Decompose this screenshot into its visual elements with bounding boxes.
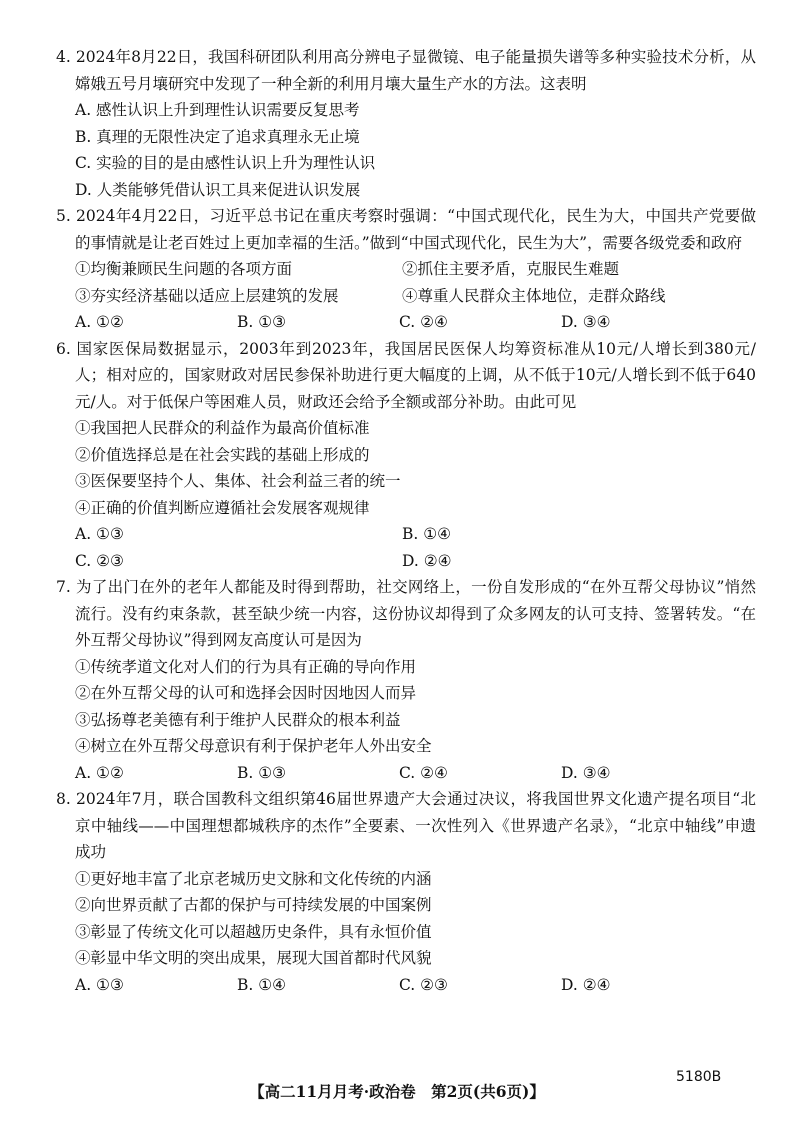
answer-c: C. ②③	[75, 551, 124, 570]
questions-area	[56, 44, 756, 998]
statement-3: ③夯实经济基础以适应上层建筑的发展	[75, 286, 339, 305]
question-stem: 6. 国家医保局数据显示，2003年到2023年，我国居民医保人均筹资标准从10元/人增长到380元/人；相对应的，国家财政对居民参保补助进行更大幅度的上调，从不低于10元/人增长到不低于640元/人。对于低保户等困难人员，财政还会给予全额或部分补助。由此可见	[56, 339, 756, 411]
statement-1: ①我国把人民群众的利益作为最高价值标准	[75, 419, 370, 437]
statement-2: ②抓住主要矛盾，克服民生难题	[402, 260, 620, 278]
answer-b: B. ①③	[237, 313, 287, 331]
answer-a: A. ①②	[75, 763, 124, 782]
answer-options	[56, 521, 756, 574]
question-stem: 8. 2024年7月，联合国教科文组织第46届世界遗产大会通过决议，将我国世界文化遗产提名项目“北京中轴线——中国理想都城秩序的杰作”全要素、一次性列入《世界遗产名录》，“北京中轴线”申遗成功	[56, 790, 756, 861]
answer-d: D. ③④	[561, 763, 611, 782]
question-8	[56, 786, 756, 998]
statement-4: ④尊重人民群众主体地位，走群众路线	[402, 286, 666, 305]
statement-2: ②在外互帮父母的认可和选择会因时因地因人而异	[75, 684, 417, 702]
answer-d: D. ②④	[402, 551, 452, 570]
question-stem: 5. 2024年4月22日，习近平总书记在重庆考察时强调：“中国式现代化，民生为大，中国共产党要做的事情就是让老百姓过上更加幸福的生活。”做到“中国式现代化，民生为大”，需要各级党委和政府	[56, 207, 756, 252]
answer-a: A. ①③	[75, 525, 124, 543]
answer-d: D. ③④	[561, 313, 611, 331]
question-5	[56, 203, 756, 336]
answer-c: C. ②④	[399, 313, 448, 331]
option-d: D. 人类能够凭借认识工具来促进认识发展	[75, 180, 361, 199]
statement-1: ①更好地丰富了北京老城历史文脉和文化传统的内涵	[75, 869, 432, 888]
answer-options	[56, 760, 756, 787]
answer-c: C. ②③	[399, 975, 448, 994]
option-a: A. 感性认识上升到理性认识需要反复思考	[75, 101, 360, 119]
page-footer: 【高二11月月考·政治卷 第2页(共6页)】	[249, 1082, 545, 1101]
answer-b: B. ①③	[237, 763, 287, 782]
answer-a: A. ①③	[75, 975, 124, 994]
statement-4: ④树立在外互帮父母意识有利于保护老年人外出安全	[75, 737, 432, 755]
question-stem: 4. 2024年8月22日，我国科研团队利用高分辨电子显微镜、电子能量损失谱等多种实验技术分析，从嫦娥五号月壤研究中发现了一种全新的利用月壤大量生产水的方法。这表明	[56, 48, 756, 93]
question-stem: 7. 为了出门在外的老年人都能及时得到帮助，社交网络上，一份自发形成的“在外互帮父母协议”悄然流行。没有约束条款，甚至缺少统一内容，这份协议却得到了众多网友的认可支持、签署转发。“在外互帮父母协议”得到网友高度认可是因为	[56, 578, 756, 649]
answer-c: C. ②④	[399, 763, 448, 782]
answer-b: B. ①④	[237, 975, 287, 994]
statement-list	[56, 256, 756, 309]
statement-3: ③弘扬尊老美德有利于维护人民群众的根本利益	[75, 710, 401, 729]
statement-3: ③彰显了传统文化可以超越历史条件，具有永恒价值	[75, 922, 432, 941]
answer-b: B. ①④	[402, 525, 452, 543]
option-b: B. 真理的无限性决定了追求真理永无止境	[75, 127, 360, 146]
question-4	[56, 44, 756, 203]
statement-1: ①均衡兼顾民生问题的各项方面	[75, 260, 293, 278]
statement-2: ②价值选择总是在社会实践的基础上形成的	[75, 445, 370, 464]
statement-1: ①传统孝道文化对人们的行为具有正确的导向作用	[75, 657, 417, 676]
question-6	[56, 336, 756, 575]
answer-d: D. ②④	[561, 975, 611, 994]
answer-options	[56, 309, 756, 336]
answer-a: A. ①②	[75, 313, 124, 331]
statement-4: ④正确的价值判断应遵循社会发展客观规律	[75, 498, 370, 517]
paper-code: 5180B	[676, 1069, 722, 1085]
statement-3: ③医保要坚持个人、集体、社会利益三者的统一	[75, 472, 401, 490]
question-7	[56, 574, 756, 786]
option-c: C. 实验的目的是由感性认识上升为理性认识	[75, 154, 376, 172]
statement-4: ④彰显中华文明的突出成果，展现大国首都时代风貌	[75, 949, 432, 967]
answer-options	[56, 972, 756, 999]
statement-2: ②向世界贡献了古都的保护与可持续发展的中国案例	[75, 896, 432, 914]
